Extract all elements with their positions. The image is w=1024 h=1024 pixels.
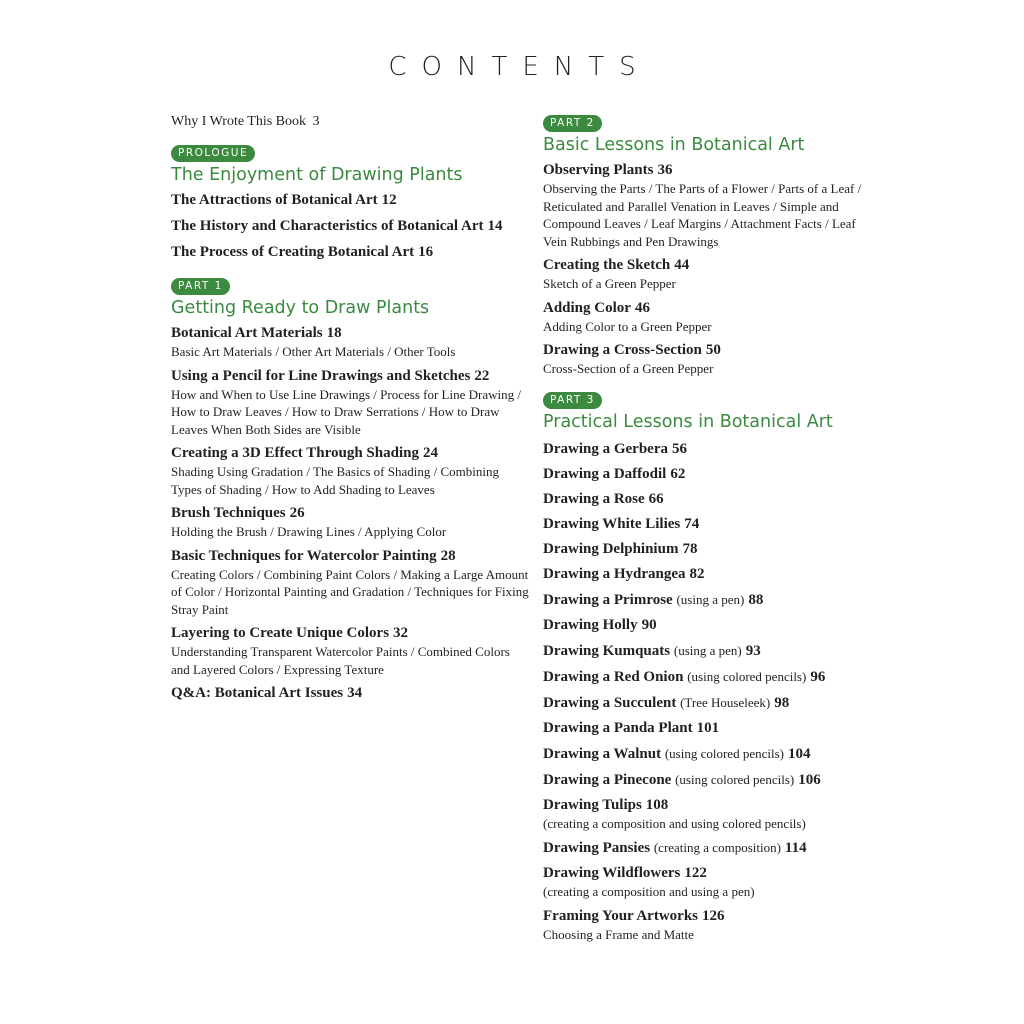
toc-right-column [543, 113, 863, 957]
toc-entry[interactable] [543, 770, 863, 790]
part-3-entries [543, 440, 863, 944]
prologue-entries [171, 191, 531, 262]
toc-entry-heading [543, 796, 863, 815]
entry-description: Adding Color to a Green Pepper [543, 318, 712, 334]
entry-title: Drawing Pansies [543, 840, 651, 856]
page-title: CONTENTS [388, 52, 651, 82]
toc-entry[interactable] [543, 719, 863, 738]
toc-entry-heading [543, 744, 863, 764]
entry-page-number: 101 [696, 719, 720, 736]
entry-title: Drawing a Succulent [543, 694, 677, 711]
entry-page-number: 126 [702, 907, 725, 924]
entry-note: (using a pen) [676, 591, 745, 607]
entry-page-number: 36 [657, 162, 673, 178]
entry-title: Drawing White Lilies [543, 515, 681, 532]
entry-note: (using colored pencils) [664, 745, 784, 761]
toc-left-column [171, 113, 531, 717]
toc-entry[interactable] [543, 256, 863, 293]
toc-entry[interactable] [543, 440, 863, 459]
part-2-badge: PART 2 [543, 115, 602, 132]
part-1-title[interactable]: Getting Ready to Draw Plants [171, 298, 430, 318]
entry-title: Drawing Tulips [543, 796, 642, 813]
part-3-title[interactable]: Practical Lessons in Botanical Art [543, 411, 833, 432]
part-2-title[interactable]: Basic Lessons in Botanical Art [543, 135, 805, 155]
entry-title: Drawing a Red Onion [543, 668, 684, 685]
entry-title: Drawing a Gerbera [543, 440, 668, 457]
entry-description: Creating Colors / Combining Paint Colors / Making a Large Amount of Color / Horizontal Painting and Gradation / Techniques for Fixing Stray Paint [171, 566, 529, 617]
toc-entry[interactable] [543, 540, 863, 559]
toc-entry-heading [543, 770, 863, 790]
toc-entry-heading [543, 719, 863, 738]
entry-title: Q&A: Botanical Art Issues [171, 685, 344, 701]
toc-entry-heading [543, 641, 863, 661]
toc-entry-heading [543, 161, 863, 180]
toc-entry-heading [543, 590, 863, 610]
toc-entry-heading [543, 693, 863, 713]
entry-page-number: 88 [748, 591, 764, 608]
entry-page-number: 114 [784, 840, 807, 856]
entry-page-number: 66 [648, 490, 664, 507]
toc-entry[interactable] [543, 796, 863, 833]
entry-description: Sketch of a Green Pepper [543, 276, 676, 291]
entry-title: Drawing a Rose [543, 490, 645, 507]
prologue-title[interactable]: The Enjoyment of Drawing Plants [171, 165, 463, 185]
entry-title: Drawing a Cross-Section [543, 342, 702, 358]
toc-entry[interactable] [543, 515, 863, 534]
entry-note: (Tree Houseleek) [680, 694, 771, 710]
toc-entry[interactable] [171, 444, 531, 498]
entry-page-number: 56 [671, 440, 687, 457]
entry-title: The Attractions of Botanical Art [171, 192, 378, 208]
part-1-entries [171, 324, 531, 703]
toc-entry-heading [543, 299, 863, 318]
entry-description: Basic Art Materials / Other Art Materials / Other Tools [171, 344, 456, 359]
entry-note: (using colored pencils) [675, 771, 795, 787]
toc-entry[interactable] [543, 161, 863, 250]
entry-title: Drawing a Primrose [543, 591, 673, 608]
entry-page-number: 74 [684, 515, 700, 532]
toc-entry-heading [171, 504, 531, 523]
toc-entry-heading [543, 616, 863, 635]
entry-title: The Process of Creating Botanical Art [171, 244, 415, 260]
entry-title: Drawing a Daffodil [543, 465, 667, 482]
toc-entry[interactable] [543, 838, 863, 858]
entry-description: (creating a composition and using colored pencils) [543, 815, 806, 831]
section-prologue [171, 143, 531, 262]
toc-entry[interactable] [171, 367, 531, 439]
entry-page-number: 96 [810, 668, 826, 685]
toc-entry-intro[interactable] [171, 113, 531, 131]
toc-entry-heading [171, 243, 531, 262]
toc-entry[interactable] [543, 864, 863, 901]
entry-page-number: 12 [381, 192, 397, 208]
entry-title: Drawing a Walnut [543, 745, 662, 762]
entry-page-number: 90 [641, 616, 657, 633]
entry-title: Using a Pencil for Line Drawings and Sketches [171, 367, 471, 384]
entry-page-number: 34 [347, 685, 363, 701]
entry-title: Observing Plants [543, 162, 654, 178]
entry-description: (creating a composition and using a pen) [543, 884, 755, 899]
toc-entry[interactable] [171, 504, 531, 541]
entry-page-number: 108 [645, 796, 669, 813]
entry-description: How and When to Use Line Drawings / Process for Line Drawing / How to Draw Leaves / How to Draw Serrations / How to Draw Leaves When Both Sides are Visible [171, 386, 521, 437]
entry-page-number: 62 [670, 465, 686, 482]
toc-entry[interactable] [543, 616, 863, 635]
toc-entry[interactable] [543, 299, 863, 336]
entry-page-number: 24 [422, 445, 438, 461]
toc-entry-heading [543, 540, 863, 559]
toc-entry-heading [543, 667, 863, 687]
toc-entry-heading [171, 367, 531, 386]
entry-title: Creating the Sketch [543, 257, 671, 273]
toc-entry[interactable] [543, 641, 863, 661]
toc-entry-heading [171, 191, 531, 210]
toc-entry-heading [543, 440, 863, 459]
toc-entry[interactable] [543, 590, 863, 610]
entry-title: Framing Your Artworks [543, 907, 698, 924]
entry-description: Observing the Parts / The Parts of a Flower / Parts of a Leaf / Reticulated and Parallel Venation in Leaves / Simple and Compound Leaves / Leaf Margins / Attachment Facts / Leaf Vein Rubbings and Pen Drawings [543, 181, 862, 249]
toc-entry[interactable] [171, 243, 531, 262]
entry-description: Choosing a Frame and Matte [543, 926, 694, 942]
toc-entry-heading [543, 838, 863, 858]
entry-title: Basic Techniques for Watercolor Painting [171, 547, 437, 564]
toc-entry-heading [543, 256, 863, 275]
section-part-1 [171, 276, 531, 703]
entry-page-number: 82 [689, 565, 705, 582]
entry-title: Drawing Delphinium [543, 540, 679, 557]
section-part-3 [543, 390, 863, 944]
entry-title: Why I Wrote This Book [171, 114, 307, 129]
entry-title: Drawing a Pinecone [543, 771, 672, 788]
toc-entry-heading [543, 565, 863, 584]
entry-page-number: 14 [487, 218, 503, 234]
toc-entry[interactable] [543, 565, 863, 584]
entry-page-number: 93 [745, 642, 761, 659]
entry-page-number: 22 [474, 367, 490, 384]
entry-title: Drawing Wildflowers [543, 865, 681, 881]
entry-title: Drawing Holly [543, 616, 638, 633]
part-2-entries [543, 161, 863, 378]
section-part-2 [543, 113, 863, 378]
entry-page-number: 46 [634, 299, 650, 316]
toc-entry[interactable] [543, 693, 863, 713]
entry-description: Understanding Transparent Watercolor Paints / Combined Colors and Layered Colors / Expressing Texture [171, 644, 510, 677]
entry-title: The History and Characteristics of Botanical Art [171, 218, 484, 234]
part-3-badge: PART 3 [543, 392, 602, 409]
entry-title: Layering to Create Unique Colors [171, 625, 390, 641]
entry-note: (using a pen) [673, 642, 742, 658]
toc-entry[interactable] [171, 624, 531, 678]
toc-entry-heading [543, 341, 863, 360]
entry-page-number: 50 [705, 342, 721, 358]
toc-entry[interactable] [171, 324, 531, 361]
toc-entry-heading [543, 465, 863, 484]
toc-entry-heading [171, 444, 531, 463]
entry-title: Botanical Art Materials [171, 325, 323, 341]
part-1-badge: PART 1 [171, 278, 230, 295]
entry-description: Holding the Brush / Drawing Lines / Applying Color [171, 524, 447, 539]
entry-title: Drawing a Hydrangea [543, 565, 686, 582]
entry-page-number: 122 [684, 865, 707, 881]
entry-page-number: 16 [418, 244, 434, 260]
prologue-badge: PROLOGUE [171, 145, 255, 162]
entry-title: Adding Color [543, 299, 631, 316]
entry-page-number: 104 [787, 745, 811, 762]
toc-entry-heading [171, 624, 531, 643]
toc-entry-heading [543, 515, 863, 534]
toc-entry-heading [543, 907, 863, 926]
entry-description: Shading Using Gradation / The Basics of Shading / Combining Types of Shading / How to Add Shading to Leaves [171, 464, 499, 497]
toc-entry[interactable] [543, 744, 863, 764]
toc-entry[interactable] [543, 490, 863, 509]
toc-entry[interactable] [543, 341, 863, 378]
toc-entry-heading [171, 684, 531, 703]
toc-entry-heading [171, 217, 531, 236]
toc-entry-heading [171, 324, 531, 343]
toc-entry-heading [171, 547, 531, 566]
toc-entry[interactable] [543, 907, 863, 944]
toc-entry[interactable] [171, 547, 531, 619]
entry-description: Cross-Section of a Green Pepper [543, 361, 714, 376]
entry-title: Drawing a Panda Plant [543, 719, 693, 736]
entry-page-number: 106 [798, 771, 821, 788]
entry-page-number: 32 [393, 625, 409, 641]
toc-entry[interactable] [171, 217, 531, 236]
entry-title: Creating a 3D Effect Through Shading [171, 445, 419, 461]
toc-entry[interactable] [171, 684, 531, 703]
entry-note: (creating a composition) [653, 840, 781, 855]
entry-page-number: 28 [440, 547, 456, 564]
toc-entry-heading [543, 490, 863, 509]
entry-title: Drawing Kumquats [543, 642, 671, 659]
entry-page-number: 98 [774, 694, 790, 711]
entry-page-number: 18 [326, 325, 342, 341]
toc-entry-heading [543, 864, 863, 883]
entry-page-number: 44 [674, 257, 690, 273]
entry-page: 3 [312, 114, 320, 129]
entry-page-number: 78 [682, 540, 698, 557]
entry-title: Brush Techniques [171, 505, 286, 521]
entry-note: (using colored pencils) [687, 668, 807, 684]
toc-entry[interactable] [543, 667, 863, 687]
toc-entry[interactable] [543, 465, 863, 484]
entry-page-number: 26 [289, 505, 305, 521]
toc-entry[interactable] [171, 191, 531, 210]
